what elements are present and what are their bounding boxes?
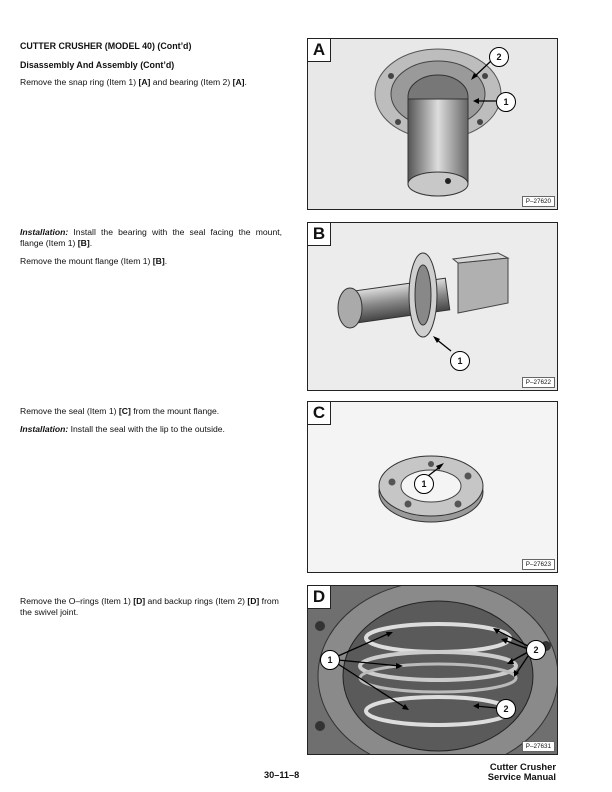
section-title: CUTTER CRUSHER (MODEL 40) (Cont’d) xyxy=(20,41,192,51)
callout-1: 1 xyxy=(414,474,434,494)
figure-c xyxy=(307,401,558,573)
callout-2: 2 xyxy=(526,640,546,660)
page-number: 30–11–8 xyxy=(264,770,300,780)
figure-label: B xyxy=(308,223,331,246)
figure-label: C xyxy=(308,402,331,425)
callout-1: 1 xyxy=(496,92,516,112)
photo-number: P–27622 xyxy=(522,377,555,388)
callout-1: 1 xyxy=(320,650,340,670)
figure-a xyxy=(307,38,558,210)
callout-arrows xyxy=(308,39,557,209)
figure-b xyxy=(307,222,558,391)
manual-title: Cutter Crusher Service Manual xyxy=(487,761,556,782)
callout-1: 1 xyxy=(450,351,470,371)
figure-d xyxy=(307,585,558,755)
step-b-text: Installation: Install the bearing with the seal facing the mount, flange (Item 1) [B]. Remove the mount flange (Item 1) [B]. xyxy=(20,227,282,266)
callout-2: 2 xyxy=(489,47,509,67)
callout-arrows xyxy=(308,586,557,754)
photo-number: P–27623 xyxy=(522,559,555,570)
photo-number: P–27620 xyxy=(522,196,555,207)
callout-arrows xyxy=(308,223,557,390)
figure-label: A xyxy=(308,39,331,62)
callout-2: 2 xyxy=(496,699,516,719)
step-c-text: Remove the seal (Item 1) [C] from the mount flange. Installation: Install the seal with the lip to the outside. xyxy=(20,406,225,434)
photo-number: P–27631 xyxy=(522,741,555,752)
step-a-text: Remove the snap ring (Item 1) [A] and bearing (Item 2) [A]. xyxy=(20,77,247,87)
step-d-text: Remove the O–rings (Item 1) [D] and backup rings (Item 2) [D] from the swivel joint. xyxy=(20,596,279,617)
subsection-title: Disassembly And Assembly (Cont’d) xyxy=(20,60,175,70)
figure-label: D xyxy=(308,586,331,609)
